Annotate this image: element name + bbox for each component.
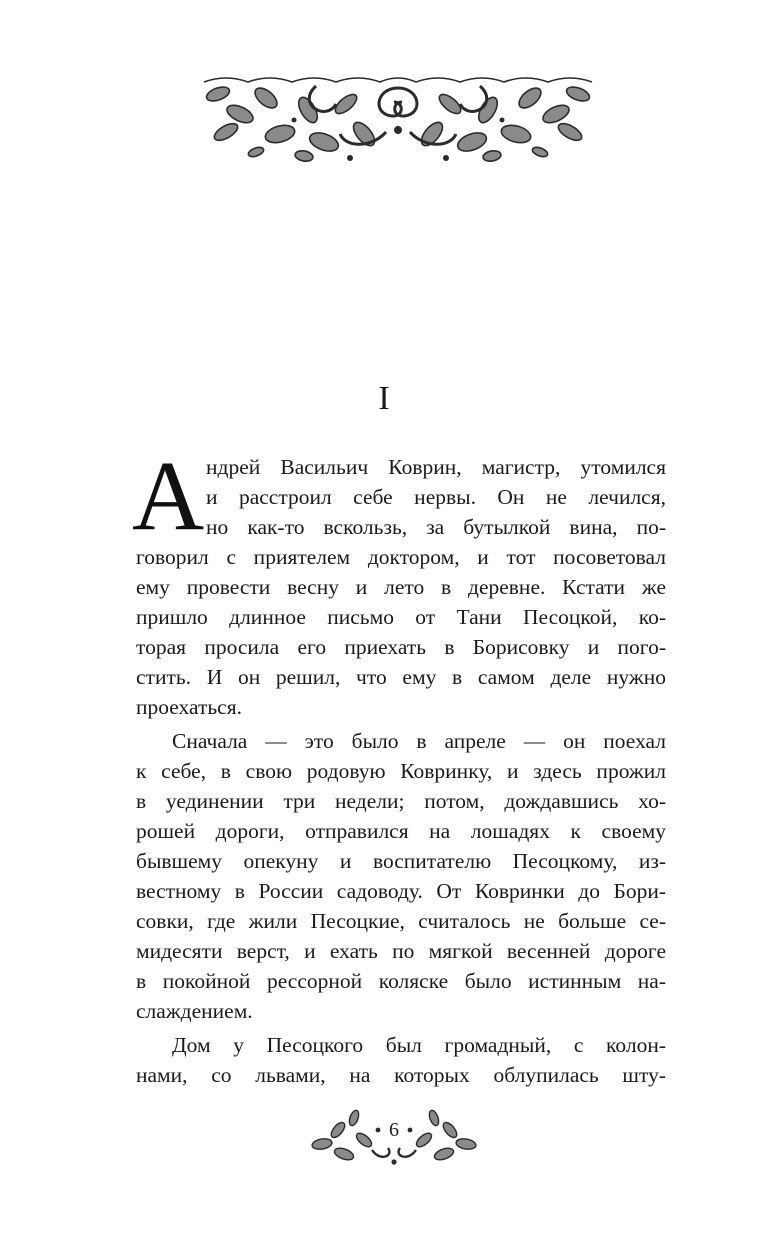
body-text: [132, 440, 666, 1090]
text-line: вестному в России садоводу. От Ковринки до Бори-: [136, 879, 666, 903]
text-line: мидесяти верст, и ехать по мягкой весенней дороге: [136, 939, 666, 963]
text-line: рошей дороги, отправился на лошадях к своему: [136, 819, 666, 843]
text-line: Сначала — это было в апреле — он поехал: [172, 729, 666, 753]
page-footer: [308, 1104, 480, 1168]
text-line: нами, со львами, на которых облупилась шту-: [136, 1063, 666, 1087]
chapter-numeral: I: [378, 380, 390, 417]
text-line: Дом у Песоцкого был громадный, с колон-: [172, 1033, 666, 1057]
text-line: но как-то вскользь, за бутылкой вина, по-: [206, 515, 666, 539]
page-number: 6: [389, 1119, 399, 1141]
text-line: торая просила его приехать в Борисовку и пого-: [136, 635, 666, 659]
paragraph: [136, 452, 666, 722]
text-line: в покойной рессорной коляске было истинным на-: [136, 969, 666, 993]
top-floral-ornament: [196, 74, 600, 166]
text-line: совки, где жили Песоцкие, считалось не больше се-: [136, 909, 666, 933]
paragraph: [136, 726, 666, 1026]
text-line: ндрей Васильич Коврин, магистр, утомился: [206, 455, 666, 479]
drop-cap: А: [132, 440, 205, 551]
text-line: слаждением.: [136, 999, 253, 1023]
text-line: и расстроил себе нервы. Он не лечился,: [206, 485, 666, 509]
text-line: ему провести весну и лето в деревне. Кстати же: [136, 575, 666, 599]
text-line: проехаться.: [136, 695, 242, 719]
text-line: стить. И он решил, что ему в самом деле нужно: [136, 665, 666, 689]
text-line: бывшему опекуну и воспитателю Песоцкому, из-: [136, 849, 666, 873]
text-line: говорил с приятелем доктором, и тот посоветовал: [136, 545, 666, 569]
text-line: в уединении три недели; потом, дождавшись хо-: [136, 789, 666, 813]
text-line: к себе, в свою родовую Ковринку, и здесь прожил: [136, 759, 666, 783]
text-line: пришло длинное письмо от Тани Песоцкой, ко-: [136, 605, 666, 629]
paragraph: [136, 1030, 666, 1090]
